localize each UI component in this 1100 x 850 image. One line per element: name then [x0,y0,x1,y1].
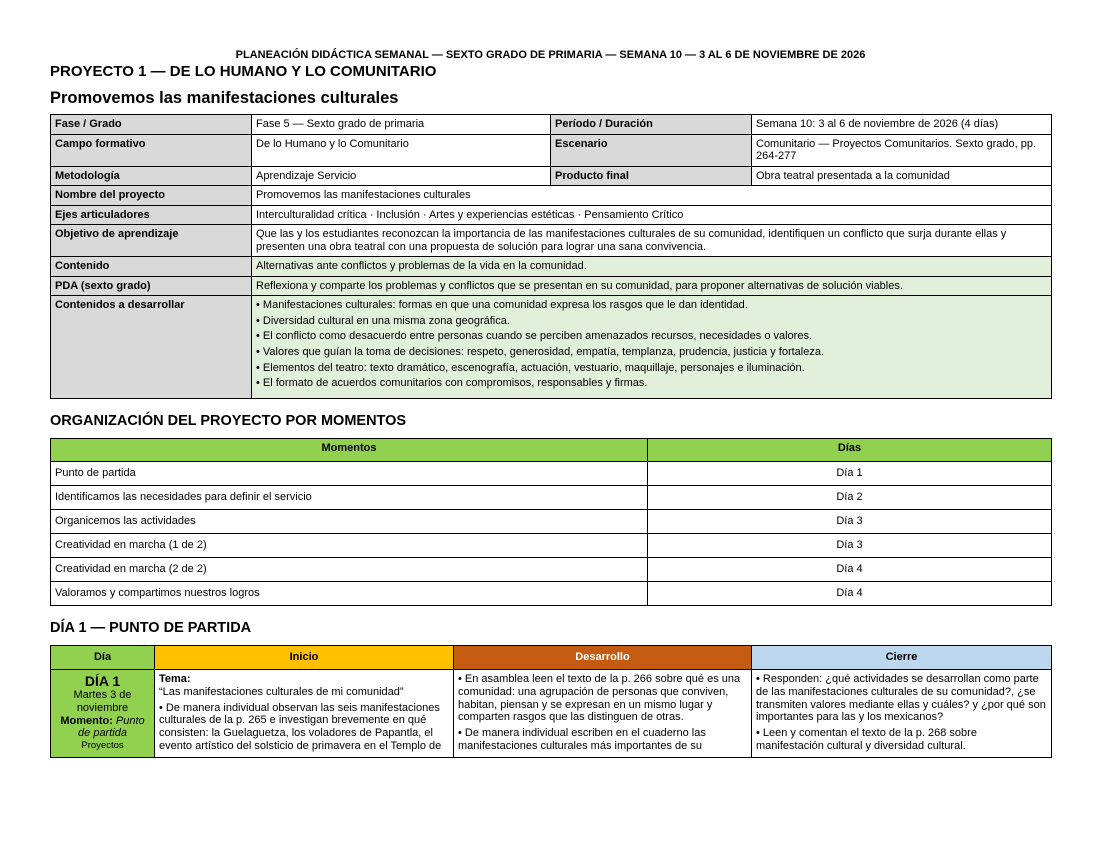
desarrollo-col-header: Desarrollo [454,646,752,670]
list-item: • Valores que guían la toma de decisiones: respeto, generosidad, empatía, templanza, prudencia, justicia y fortaleza. [256,346,825,359]
moments-table [50,438,1052,606]
day-cell: Día 3 [648,534,1052,558]
table-row [51,296,1052,399]
list-item: • El formato de acuerdos comunitarios con compromisos, responsables y firmas. [256,377,648,390]
cierre-col-header: Cierre [752,646,1052,670]
inicio-col-header: Inicio [155,646,454,670]
list-item: • Diversidad cultural en una misma zona geográfica. [256,314,510,327]
desarrollo-paragraph: • De manera individual escriben en el cuaderno las manifestaciones culturales más importantes de su [458,727,706,752]
document-page [50,0,1051,758]
day1-table [50,645,1052,758]
table-row [51,486,1052,510]
escenario-label: Escenario [551,134,752,166]
day-cell: Día 2 [648,486,1052,510]
table-row [51,134,1052,166]
inicio-cell [155,670,454,758]
list-item: • Manifestaciones culturales: formas en que una comunidad expresa los rasgos que le dan identidad. [256,299,748,311]
day-number: DÍA 1 [84,673,121,689]
moment-label: Momento: [60,714,113,727]
nombre-value: Promovemos las manifestaciones culturales [252,186,1052,206]
table-row [51,534,1052,558]
table-row [51,225,1052,257]
day1-section-title: DÍA 1 — PUNTO DE PARTIDA [50,620,252,636]
moment-cell: Punto de partida [51,462,648,486]
table-row [51,115,1052,135]
table-row [51,166,1052,186]
table-row [51,510,1052,534]
moment-value: Punto de partida [78,714,145,740]
desarrollo-paragraph: • En asamblea leen el texto de la p. 266 sobre qué es una comunidad: una agrupación de personas que conviven, habitan, piensan y se expresan en un mismo lugar y comparten rasgos que las distinguen de otras. [458,673,741,724]
day-info-cell [51,670,155,758]
campo-value: De lo Humano y lo Comunitario [252,134,551,166]
day-cell: Día 1 [648,462,1052,486]
moment-cell: Creatividad en marcha (2 de 2) [51,558,648,582]
dia-col-header: Día [51,646,155,670]
project-subtitle: Promovemos las manifestaciones culturales [50,89,399,107]
table-row [51,276,1052,296]
desarrollo-cell [454,670,752,758]
tema-label: Tema: [159,673,191,685]
day-cell: Día 4 [648,582,1052,606]
producto-label: Producto final [551,166,752,186]
metodologia-value: Aprendizaje Servicio [252,166,551,186]
contenido-value: Alternativas ante conflictos y problemas de la vida en la comunidad. [252,257,1052,277]
periodo-label: Período / Duración [551,115,752,135]
moment-cell: Creatividad en marcha (1 de 2) [51,534,648,558]
moment-cell: Identificamos las necesidades para definir el servicio [51,486,648,510]
pda-value: Reflexiona y comparte los problemas y conflictos que se presentan en su comunidad, para proponer alternativas de solución viables. [252,276,1052,296]
objetivo-label: Objetivo de aprendizaje [51,225,252,257]
moment-cell: Valoramos y compartimos nuestros logros [51,582,648,606]
table-header-row [51,646,1052,670]
day-date: Martes 3 de noviembre [73,689,132,714]
ejes-value: Interculturalidad crítica · Inclusión · Artes y experiencias estéticas · Pensamiento Crítico [252,205,1052,225]
table-row [51,558,1052,582]
cierre-paragraph: • Leen y comentan el texto de la p. 268 sobre manifestación cultural y diversidad cultural. [756,727,977,752]
objetivo-value: Que las y los estudiantes reconozcan la importancia de las manifestaciones culturales de su comunidad, identifiquen un conflicto que surja durante ellas y presenten una obra teatral con una propuesta de solución para lograr una sana convivencia. [252,225,1052,257]
table-row [51,462,1052,486]
campo-label: Campo formativo [51,134,252,166]
day-cell: Día 4 [648,558,1052,582]
moments-col-header: Momentos [51,439,648,462]
table-row [51,186,1052,206]
day-moment [55,715,150,741]
table-row [51,257,1052,277]
moment-cell: Organicemos las actividades [51,510,648,534]
pda-label: PDA (sexto grado) [51,276,252,296]
ejes-label: Ejes articuladores [51,205,252,225]
document-header: PLANEACIÓN DIDÁCTICA SEMANAL — SEXTO GRADO DE PRIMARIA — SEMANA 10 — 3 AL 6 DE NOVIEMBRE DE 2026 [235,49,866,61]
producto-value: Obra teatral presentada a la comunidad [752,166,1052,186]
day-tag: Proyectos [81,740,124,752]
table-header-row [51,439,1052,462]
table-row [51,670,1052,758]
project-title: PROYECTO 1 — DE LO HUMANO Y LO COMUNITARIO [50,63,437,80]
fase-label: Fase / Grado [51,115,252,135]
cierre-cell [752,670,1052,758]
days-col-header: Días [648,439,1052,462]
tema-text: “Las manifestaciones culturales de mi comunidad” [159,685,404,698]
escenario-value: Comunitario — Proyectos Comunitarios. Sexto grado, pp. 264-277 [752,134,1052,166]
metodologia-label: Metodología [51,166,252,186]
day-cell: Día 3 [648,510,1052,534]
table-row [51,582,1052,606]
project-info-table [50,114,1052,399]
inicio-paragraph: • De manera individual observan las seis manifestaciones culturales de la p. 265 e investigan brevemente en qué consisten: la Guelaguetza, los voladores de Papantla, el evento artístico del solsticio de primavera en el Templo de [159,701,442,752]
moments-section-title: ORGANIZACIÓN DEL PROYECTO POR MOMENTOS [50,413,407,429]
contenidos-list [252,296,1052,399]
contenidos-label: Contenidos a desarrollar [51,296,252,399]
fase-value: Fase 5 — Sexto grado de primaria [252,115,551,135]
table-row [51,205,1052,225]
contenido-label: Contenido [51,257,252,277]
list-item: • El conflicto como desacuerdo entre personas cuando se perciben amenazados recursos, necesidades o valores. [256,330,813,343]
cierre-paragraph: • Responden: ¿qué actividades se desarrollan como parte de las manifestaciones culturales de su comunidad?, ¿se transmiten valores mediante ellas y cuáles? y ¿por qué son importantes para las y los mexicanos? [756,673,1046,724]
list-item: • Elementos del teatro: texto dramático, escenografía, actuación, vestuario, maquillaje, personajes e iluminación. [256,361,805,374]
nombre-label: Nombre del proyecto [51,186,252,206]
periodo-value: Semana 10: 3 al 6 de noviembre de 2026 (4 días) [752,115,1052,135]
